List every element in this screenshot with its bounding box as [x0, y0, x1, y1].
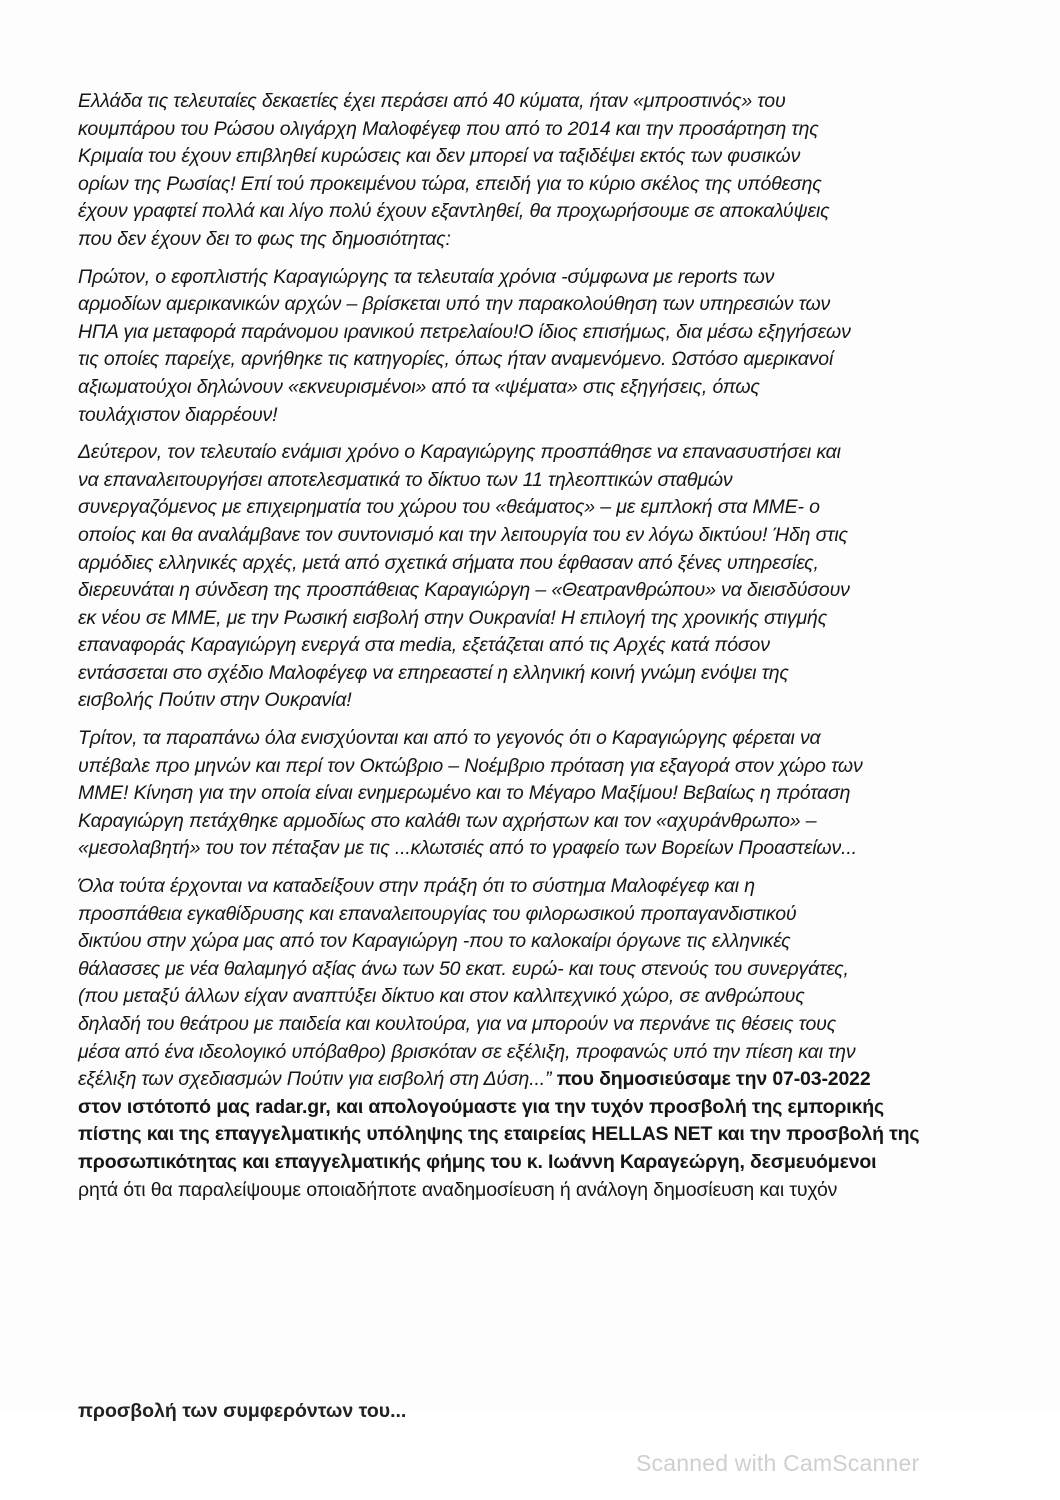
text-line: θάλασσες με νέα θαλαμηγό αξίας άνω των 50 εκατ. ευρώ- και τους στενούς του συνεργάτες, [78, 957, 849, 980]
text-line-mixed [78, 1066, 1024, 1094]
text-line: μέσα από ένα ιδεολογικό υπόβαθρο) βρισκόταν σε εξέλιξη, προφανώς υπό την πίεση και την [78, 1040, 856, 1063]
text-line: Τρίτον, τα παραπάνω όλα ενισχύονται και από το γεγονός ότι ο Καραγιώργης φέρεται να [78, 727, 821, 750]
text-line: επαναφοράς Καραγιώργη ενεργά στα media, εξετάζεται από τις Αρχές κατά πόσον [78, 634, 770, 657]
paragraph-third [78, 725, 1024, 863]
text-line: Καραγιώργη πετάχθηκε αρμοδίως στο καλάθι των αχρήστων και τον «αχυράνθρωπο» – [78, 809, 817, 832]
paragraph-first [78, 264, 1024, 430]
text-line: κουμπάρου του Ρώσου ολιγάρχη Μαλοφέγεφ που από το 2014 και την προσάρτηση της [78, 117, 819, 140]
text-line: αρμόδιες ελληνικές αρχές, μετά από σχετικά σήματα που έφθασαν από ξένες υπηρεσίες, [78, 551, 819, 574]
paragraph-second [78, 439, 1024, 715]
text-line: Κριμαία του έχουν επιβληθεί κυρώσεις και δεν μπορεί να ταξιδέψει εκτός των φυσικών [78, 145, 801, 168]
camscanner-watermark: Scanned with CamScanner [636, 1450, 920, 1476]
paragraph-conclusion [78, 873, 1024, 1204]
paragraph-intro [78, 88, 1024, 254]
document-body [78, 88, 1024, 1204]
text-line: (που μεταξύ άλλων είχαν αναπτύξει δίκτυο και στον καλλιτεχνικό χώρο, σε ανθρώπους [78, 985, 805, 1008]
text-line: εκ νέου σε ΜΜΕ, με την Ρωσική εισβολή στην Ουκρανία! Η επιλογή της χρονικής στιγμής [78, 606, 828, 629]
text-line: έχουν γραφτεί πολλά και λίγο πολύ έχουν εξαντληθεί, θα προχωρήσουμε σε αποκαλύψεις [78, 200, 830, 223]
text-line: διερευνάται η σύνδεση της προσπάθειας Καραγιώργη – «Θεατρανθρώπου» να διεισδύσουν [78, 579, 850, 602]
text-line: να επαναλειτουργήσει αποτελεσματικά το δίκτυο των 11 τηλεοπτικών σταθμών [78, 468, 733, 491]
apology-line: στον ιστότοπό μας radar.gr, και απολογούμαστε για την τυχόν προσβολή της εμπορικής [78, 1095, 885, 1118]
text-line: που δεν έχουν δει το φως της δημοσιότητας: [78, 227, 451, 250]
text-line: οποίος και θα αναλάμβανε τον συντονισμό και την λειτουργία του εν λόγω δικτύου! Ήδη στις [78, 523, 848, 546]
text-line: Πρώτον, ο εφοπλιστής Καραγιώργης τα τελευταία χρόνια -σύμφωνα με reports των [78, 265, 775, 288]
cut-off-line: προσβολή των συμφερόντων του... [78, 1400, 407, 1422]
text-line: Ελλάδα τις τελευταίες δεκαετίες έχει περάσει από 40 κύματα, ήταν «μπροστινός» του [78, 90, 786, 112]
italic-quote-end: εξέλιξη των σχεδιασμών Πούτιν για εισβολή στη Δύση...” [78, 1068, 557, 1091]
text-line: Δεύτερον, τον τελευταίο ενάμισι χρόνο ο Καραγιώργης προσπάθησε να επανασυστήσει και [78, 441, 841, 464]
text-line: δηλαδή του θεάτρου με παιδεία και κουλτούρα, για να μπορούν να περνάνε τις θέσεις τους [78, 1013, 837, 1035]
text-line: δικτύου στην χώρα μας από τον Καραγιώργη -που το καλοκαίρι όργωνε τις ελληνικές [78, 930, 791, 953]
text-line: εισβολής Πούτιν στην Ουκρανία! [78, 689, 352, 712]
text-line: συνεργαζόμενος με επιχειρηματία του χώρου του «θεάματος» – με εμπλοκή στα ΜΜΕ- ο [78, 496, 820, 519]
text-line: αξιωματούχοι δηλώνουν «εκνευρισμένοι» από τα «ψέματα» στις εξηγήσεις, όπως [78, 375, 760, 398]
apology-line: προσωπικότητας και επαγγελματικής φήμης του κ. Ιωάννη Καραγεώργη, δεσμευόμενοι [78, 1150, 877, 1173]
text-line: Όλα τούτα έρχονται να καταδείξουν στην πράξη ότι το σύστημα Μαλοφέγεφ και η [78, 875, 755, 898]
text-line: ΜΜΕ! Κίνηση για την οποία είναι ενημερωμένο και το Μέγαρο Μαξίμου! Βεβαίως η πρόταση [78, 782, 851, 805]
text-line: εντάσσεται στο σχέδιο Μαλοφέγεφ να επηρεαστεί η ελληνική κοινή γνώμη ενόψει της [78, 661, 789, 684]
text-line: τουλάχιστον διαρρέουν! [78, 403, 278, 426]
text-line: ΗΠΑ για μεταφορά παράνομου ιρανικού πετρελαίου!Ο ίδιος επισήμως, δια μέσω εξηγήσεων [78, 320, 851, 343]
apology-line: ρητά ότι θα παραλείψουμε οποιαδήποτε αναδημοσίευση ή ανάλογη δημοσίευση και τυχόν [78, 1178, 838, 1201]
text-line: «μεσολαβητή» του τον πέταξαν με τις ...κλωτσιές από το γραφείο των Βορείων Προαστείων... [78, 837, 857, 860]
apology-line: πίστης και της επαγγελματικής υπόληψης της εταιρείας HELLAS NET και την προσβολή της [78, 1123, 920, 1146]
text-line: υπέβαλε προ μηνών και περί τον Οκτώβριο – Νοέμβριο πρόταση για εξαγορά στον χώρο των [78, 754, 863, 777]
apology-start: που δημοσιεύσαμε την 07-03-2022 [556, 1068, 871, 1091]
text-line: τις οποίες παρείχε, αρνήθηκε τις κατηγορίες, όπως ήταν αναμενόμενο. Ωστόσο αμερικανοί [78, 348, 834, 371]
text-line: ορίων της Ρωσίας! Επί τού προκειμένου τώρα, επειδή για το κύριο σκέλος της υπόθεσης [78, 172, 822, 195]
text-line: προσπάθεια εγκαθίδρυσης και επαναλειτουργίας του φιλορωσικού προπαγανδιστικού [78, 902, 797, 925]
text-line: αρμοδίων αμερικανικών αρχών – βρίσκεται υπό την παρακολούθηση των υπηρεσιών των [78, 293, 831, 316]
